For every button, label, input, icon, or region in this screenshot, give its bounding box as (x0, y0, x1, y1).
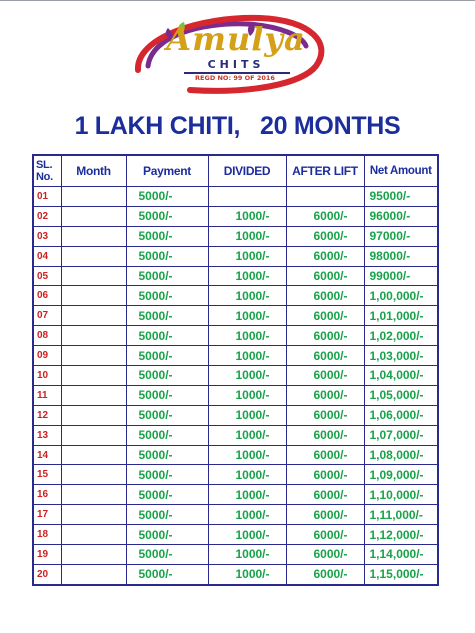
cell-divided: 1000/- (208, 385, 286, 405)
cell-payment: 5000/- (126, 445, 208, 465)
cell-after-lift: 6000/- (286, 445, 364, 465)
cell-payment: 5000/- (126, 306, 208, 326)
top-divider (0, 0, 475, 1)
cell-month (61, 445, 126, 465)
cell-payment: 5000/- (126, 226, 208, 246)
cell-after-lift: 6000/- (286, 405, 364, 425)
cell-after-lift: 6000/- (286, 226, 364, 246)
cell-payment: 5000/- (126, 465, 208, 485)
cell-sl-no: 03 (33, 226, 61, 246)
cell-month (61, 385, 126, 405)
table-row (33, 286, 438, 306)
cell-sl-no: 14 (33, 445, 61, 465)
cell-sl-no: 07 (33, 306, 61, 326)
cell-after-lift: 6000/- (286, 505, 364, 525)
amulya-chits-logo (130, 14, 330, 96)
cell-sl-no: 11 (33, 385, 61, 405)
cell-net-amount: 1,09,000/- (364, 465, 438, 485)
cell-month (61, 346, 126, 366)
cell-after-lift: 6000/- (286, 385, 364, 405)
cell-net-amount: 1,05,000/- (364, 385, 438, 405)
table-row (33, 425, 438, 445)
cell-after-lift: 6000/- (286, 485, 364, 505)
cell-divided: 1000/- (208, 326, 286, 346)
cell-payment: 5000/- (126, 246, 208, 266)
cell-after-lift: 6000/- (286, 465, 364, 485)
cell-sl-no: 13 (33, 425, 61, 445)
cell-payment: 5000/- (126, 187, 208, 207)
cell-net-amount: 1,07,000/- (364, 425, 438, 445)
cell-divided: 1000/- (208, 405, 286, 425)
cell-divided: 1000/- (208, 525, 286, 545)
table-row (33, 246, 438, 266)
chit-schedule-table (32, 154, 439, 586)
cell-after-lift: 6000/- (286, 366, 364, 386)
header-month: Month (61, 155, 126, 187)
cell-after-lift: 6000/- (286, 525, 364, 545)
cell-sl-no: 06 (33, 286, 61, 306)
cell-month (61, 525, 126, 545)
cell-payment: 5000/- (126, 286, 208, 306)
table-row (33, 226, 438, 246)
cell-after-lift: 6000/- (286, 564, 364, 584)
table-row (33, 385, 438, 405)
table-row (33, 405, 438, 425)
cell-net-amount: 1,02,000/- (364, 326, 438, 346)
cell-divided: 1000/- (208, 465, 286, 485)
cell-divided: 1000/- (208, 545, 286, 565)
cell-sl-no: 20 (33, 564, 61, 584)
table-row (33, 564, 438, 584)
cell-divided: 1000/- (208, 366, 286, 386)
cell-sl-no: 15 (33, 465, 61, 485)
cell-sl-no: 18 (33, 525, 61, 545)
cell-sl-no: 19 (33, 545, 61, 565)
cell-divided: 1000/- (208, 425, 286, 445)
cell-month (61, 485, 126, 505)
cell-payment: 5000/- (126, 266, 208, 286)
cell-sl-no: 08 (33, 326, 61, 346)
table-row (33, 346, 438, 366)
cell-net-amount: 1,12,000/- (364, 525, 438, 545)
cell-payment: 5000/- (126, 545, 208, 565)
cell-sl-no: 16 (33, 485, 61, 505)
cell-month (61, 206, 126, 226)
table-row (33, 465, 438, 485)
cell-net-amount: 1,04,000/- (364, 366, 438, 386)
cell-divided: 1000/- (208, 306, 286, 326)
cell-net-amount: 1,08,000/- (364, 445, 438, 465)
cell-net-amount: 1,03,000/- (364, 346, 438, 366)
cell-after-lift: 6000/- (286, 326, 364, 346)
cell-payment: 5000/- (126, 425, 208, 445)
cell-divided: 1000/- (208, 485, 286, 505)
cell-after-lift: 6000/- (286, 306, 364, 326)
cell-net-amount: 1,01,000/- (364, 306, 438, 326)
cell-after-lift: 6000/- (286, 246, 364, 266)
cell-after-lift: 6000/- (286, 545, 364, 565)
table-row (33, 366, 438, 386)
cell-sl-no: 12 (33, 405, 61, 425)
cell-after-lift (286, 187, 364, 207)
table-row (33, 485, 438, 505)
cell-net-amount: 97000/- (364, 226, 438, 246)
header-sl-no: SL. No. (33, 155, 61, 187)
cell-after-lift: 6000/- (286, 286, 364, 306)
cell-divided: 1000/- (208, 286, 286, 306)
table-row (33, 187, 438, 207)
cell-month (61, 266, 126, 286)
cell-net-amount: 1,06,000/- (364, 405, 438, 425)
cell-payment: 5000/- (126, 485, 208, 505)
cell-divided (208, 187, 286, 207)
table-row (33, 306, 438, 326)
cell-sl-no: 02 (33, 206, 61, 226)
table-row (33, 206, 438, 226)
cell-month (61, 286, 126, 306)
cell-month (61, 226, 126, 246)
cell-payment: 5000/- (126, 385, 208, 405)
table-row (33, 545, 438, 565)
header-net-amount: Net Amount (364, 155, 438, 187)
cell-month (61, 425, 126, 445)
cell-sl-no: 10 (33, 366, 61, 386)
cell-month (61, 246, 126, 266)
cell-sl-no: 09 (33, 346, 61, 366)
cell-divided: 1000/- (208, 564, 286, 584)
cell-net-amount: 1,11,000/- (364, 505, 438, 525)
cell-net-amount: 1,00,000/- (364, 286, 438, 306)
cell-month (61, 366, 126, 386)
cell-divided: 1000/- (208, 445, 286, 465)
cell-payment: 5000/- (126, 564, 208, 584)
cell-net-amount: 1,10,000/- (364, 485, 438, 505)
cell-month (61, 545, 126, 565)
cell-month (61, 306, 126, 326)
cell-month (61, 326, 126, 346)
table-row (33, 445, 438, 465)
cell-after-lift: 6000/- (286, 425, 364, 445)
table-row (33, 326, 438, 346)
table-header-row (33, 155, 438, 187)
cell-divided: 1000/- (208, 206, 286, 226)
table-row (33, 525, 438, 545)
cell-divided: 1000/- (208, 346, 286, 366)
cell-net-amount: 98000/- (364, 246, 438, 266)
cell-net-amount: 1,15,000/- (364, 564, 438, 584)
cell-payment: 5000/- (126, 366, 208, 386)
cell-payment: 5000/- (126, 326, 208, 346)
header-divided: DIVIDED (208, 155, 286, 187)
cell-divided: 1000/- (208, 266, 286, 286)
table-row (33, 266, 438, 286)
cell-payment: 5000/- (126, 405, 208, 425)
cell-after-lift: 6000/- (286, 206, 364, 226)
cell-divided: 1000/- (208, 226, 286, 246)
cell-payment: 5000/- (126, 505, 208, 525)
cell-net-amount: 1,14,000/- (364, 545, 438, 565)
logo-brand-text: Amulya (166, 20, 306, 58)
cell-month (61, 465, 126, 485)
cell-net-amount: 96000/- (364, 206, 438, 226)
cell-after-lift: 6000/- (286, 266, 364, 286)
cell-divided: 1000/- (208, 246, 286, 266)
header-payment: Payment (126, 155, 208, 187)
table-row (33, 505, 438, 525)
cell-net-amount: 95000/- (364, 187, 438, 207)
cell-month (61, 564, 126, 584)
logo-chits-text: CHITS (207, 58, 265, 71)
cell-payment: 5000/- (126, 206, 208, 226)
cell-sl-no: 05 (33, 266, 61, 286)
cell-after-lift: 6000/- (286, 346, 364, 366)
header-after-lift: AFTER LIFT (286, 155, 364, 187)
cell-month (61, 505, 126, 525)
cell-net-amount: 99000/- (364, 266, 438, 286)
cell-sl-no: 04 (33, 246, 61, 266)
cell-month (61, 187, 126, 207)
logo-regd-text: REGD NO: 99 OF 2016 (195, 74, 275, 82)
cell-sl-no: 01 (33, 187, 61, 207)
cell-month (61, 405, 126, 425)
page-title: 1 LAKH CHITI, 20 MONTHS (74, 112, 401, 140)
cell-payment: 5000/- (126, 525, 208, 545)
cell-payment: 5000/- (126, 346, 208, 366)
cell-divided: 1000/- (208, 505, 286, 525)
cell-sl-no: 17 (33, 505, 61, 525)
